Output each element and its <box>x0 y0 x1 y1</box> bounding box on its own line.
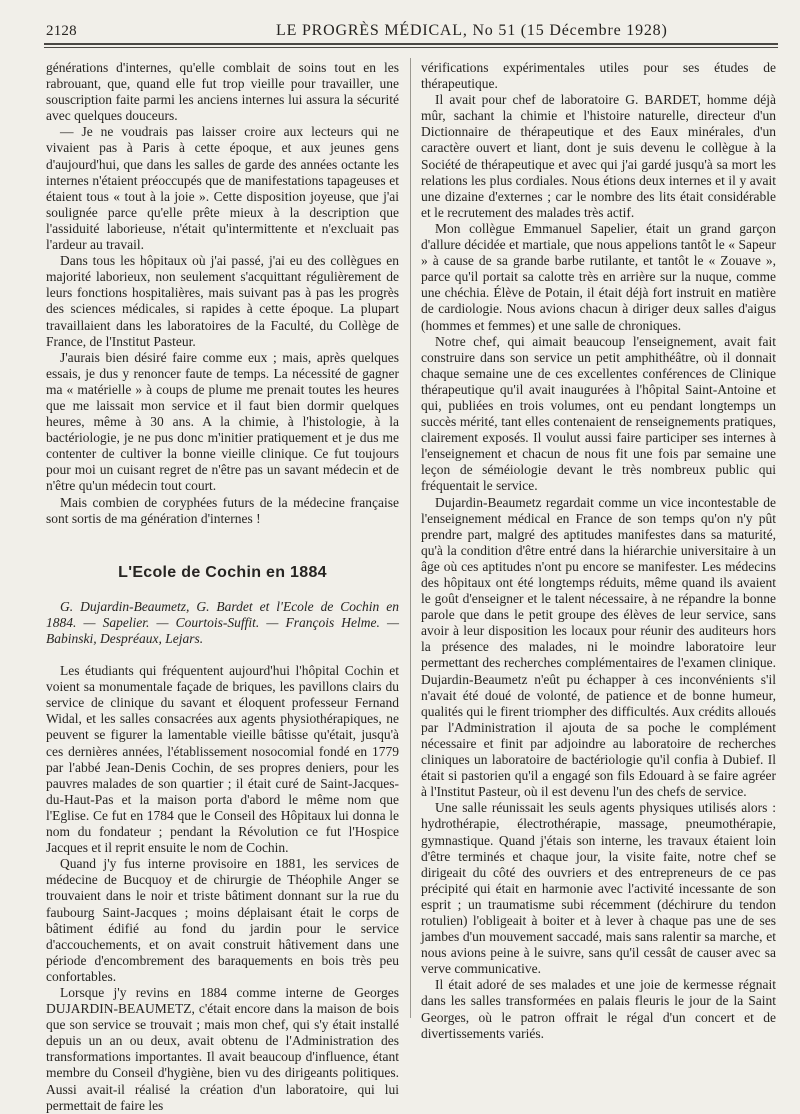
page-number: 2128 <box>46 23 77 39</box>
paragraph: Mon collègue Emmanuel Sapelier, était un grand garçon d'allure décidée et martiale, que nous appelions tantôt le « Sapeur » à cause de sa grande barbe rutilante, et tantôt le « Zouave », parce qu'il portait sa calotte très en arrière sur la nuque, comme une chéchia. Élève de Potain, il était déjà fort instruit en matière de cardiologie. Nous avions chacun à diriger deux salles d'aigus (hommes et femmes) et une salle de chroniques. <box>421 220 776 333</box>
paragraph: J'aurais bien désiré faire comme eux ; mais, après quelques essais, je dus y renoncer faute de temps. La nécessité de gagner ma « matérielle » à coups de plume me prenait toutes les heures que me laissait mon service et il faut bien dormir quelques heures, même à 30 ans. A la chimie, à l'histologie, à la bactériologie, je ne pus donc m'initier pratiquement et je dus me contenter de cultiver la bonne vieille clinique. Ce fut toujours pour moi un cuisant regret de n'être pas un savant médecin et de n'être qu'un médecin tout court. <box>46 349 399 494</box>
left-column <box>46 60 399 1114</box>
paragraph: — Je ne voudrais pas laisser croire aux lecteurs qui ne vivaient pas à Paris à cette époque, et aux jeunes gens d'aujourd'hui, que dans les salles de garde des années octante les internes n'étaient préoccupés que de manifestations tapageuses et étaient tous « tout à la joie ». Cette disposition joyeuse, que j'ai soulignée parce qu'elle prête mieux à la description que l'assiduité laborieuse, n'était qu'intermittente et n'excluait pas l'ardeur au travail. <box>46 124 399 253</box>
header-rule <box>44 43 778 48</box>
paragraph: Notre chef, qui aimait beaucoup l'enseignement, avait fait construire dans son service un petit amphithéâtre, où il donnait chaque semaine une de ces excellentes conférences de Clinique thérapeutique qu'il avait inaugurées à l'hôpital Saint-Antoine et qui, publiées en trois volumes, ont eu pendant longtemps un succès mérité, tant elles contenaient de renseignements pratiques, clairement exposés. Il voulut aussi faire participer ses internes à l'enseignement et chacun de nous fit une fois par semaine une leçon de séméiologie devant le très nombreux public qui fréquentait le service. <box>421 333 776 494</box>
paragraph: Les étudiants qui fréquentent aujourd'hui l'hôpital Cochin et voient sa monumentale façade de briques, les pavillons clairs du service de clinique du savant et éloquent professeur Fernand Widal, et les salles consacrées aux agents physiothérapiques, ne peuvent se figurer la lamentable vieille bâtisse qu'était, jusqu'à ces dernières années, l'établissement nosocomial fondé en 1779 par l'abbé Jean-Denis Cochin, de ses propres deniers, pour les pauvres malades de son quartier ; il était curé de Saint-Jacques-du-Haut-Pas et la maison porta d'abord le même nom que l'Eglise. Ce fut en 1784 que le Conseil des Hôpitaux lui donna le nom du fondateur ; pendant la Révolution ce fut l'Hospice Jacques et il reprit ensuite le nom de Cochin. <box>46 663 399 856</box>
paragraph: vérifications expérimentales utiles pour ses études de thérapeutique. <box>421 60 776 92</box>
section-title: L'Ecole de Cochin en 1884 <box>118 563 327 581</box>
paragraph: Une salle réunissait les seuls agents physiques utilisés alors : hydrothérapie, électrothérapie, massage, pneumothérapie, gymnastique. Quand j'étais son interne, les travaux étaient loin d'être terminés et chaque jour, la visite faite, notre chef se dirigeait du côté des ouvriers et des entrepreneurs de ce pas précipité qui était en harmonie avec l'activité incessante de son esprit ; un traumatisme subi récemment (déchirure du tendon rotulien) l'obligeait à boiter et à lever à chaque pas une de ses jambes d'un mouvement saccadé, mais sans ralentir sa marche, et nous avions peine à le suivre, sans qu'il cessât de causer avec sa verve communicative. <box>421 800 776 977</box>
paragraph: Dans tous les hôpitaux où j'ai passé, j'ai eu des collègues en majorité laborieux, non seulement s'acquittant régulièrement de leurs fonctions hospitalières, mais suivant pas à pas les progrès des sciences médicales, si rapides à cette époque. La plupart travaillaient dans les laboratoires de la Faculté, du Collège de France, de l'Institut Pasteur. <box>46 253 399 349</box>
section-summary: G. Dujardin-Beaumetz, G. Bardet et l'Ecole de Cochin en 1884. — Sapelier. — Courtois-Suffit. — François Helme. — Babinski, Despréaux, Lejars. <box>46 598 399 646</box>
paragraph: générations d'internes, qu'elle comblait de soins tout en les rabrouant, que, quand elle fut trop vieille pour travailler, une souscription faite parmi les anciens internes lui assura la sécurité avec quelques douceurs. <box>46 60 399 124</box>
journal-title: LE PROGRÈS MÉDICAL, No 51 (15 Décembre 1928) <box>276 22 668 39</box>
right-column <box>421 60 776 1042</box>
paragraph: Mais combien de coryphées futurs de la médecine française sont sortis de ma génération d'internes ! <box>46 494 399 526</box>
paragraph: Lorsque j'y revins en 1884 comme interne de Georges DUJARDIN-BEAUMETZ, c'était encore dans la maison de bois que son service se trouvait ; mais mon chef, qui s'y était installé depuis un an ou deux, avait obtenu de l'Administration des transformations importantes. Il avait beaucoup d'influence, étant membre du Conseil d'hygiène, bien vu des dirigeants politiques. Aussi avait-il réalisé la création d'un laboratoire, qui lui permettait de faire les <box>46 984 399 1113</box>
paragraph: Dujardin-Beaumetz regardait comme un vice incontestable de l'enseignement médical en France de son temps qu'on n'y pût prendre part, malgré des aptitudes manifestes dans sa maturité, qu'à la condition d'être entré dans la hiérarchie universitaire à un âge où ces aptitudes n'ont pu encore se manifester. Les médecins des hôpitaux ont été longtemps réduits, même quand ils avaient le goût d'enseigner et le talent nécessaire, à ne répandre la bonne parole que dans le petit groupe des élèves de leur service, sans avoir à leur disposition les locaux pour réunir des auditeurs hors la présence des malades, ni le moindre laboratoire leur permettant des recherches complémentaires de l'examen clinique. Dujardin-Beaumetz n'eût pu échapper à ces inconvénients s'il n'avait été doué de volonté, de patience et de bonne humeur, qualités qui le firent triompher des difficultés. Aux crédits alloués par l'Administration il ajouta de sa poche le complément nécessaire et finit par adjoindre au laboratoire de recherches cliniques un laboratoire de bactériologie qu'il confia à Dubief. Il était si pastorien qu'il a engagé son fils Edouard à se faire agréer à l'Institut Pasteur, où il est devenu l'un des chefs de service. <box>421 494 776 800</box>
paragraph: Il avait pour chef de laboratoire G. BARDET, homme déjà mûr, sachant la chimie et l'histoire naturelle, directeur d'un Dictionnaire de thérapeutique et des Eaux minérales, d'un caractère ouvert et liant, dont je suis devenu le collègue à la Société de thérapeutique et avec qui j'ai gardé jusqu'à sa mort les relations les plus cordiales. Nous étions deux internes et il y avait une dizaine d'externes ; car le nombre des lits était considérable et le recrutement des malades très actif. <box>421 92 776 220</box>
running-header <box>46 20 774 42</box>
column-divider <box>410 58 411 1018</box>
paragraph: Quand j'y fus interne provisoire en 1881, les services de médecine de Bucquoy et de chirurgie de Théophile Anger se trouvaient dans le noir et triste bâtiment donnant sur la rue du faubourg Saint-Jacques ; moins déplaisant était le corps de bâtiment édifié au fond du jardin pour le service d'accouchements, et on avait construit hâtivement dans une période d'encombrement des baraquements en bois très peu confortables. <box>46 856 399 984</box>
paragraph: Il était adoré de ses malades et une joie de kermesse régnait dans les salles transformées en palais fleuris le jour de la Saint Georges, où le patron offrait le régal d'un concert et de divertissements variés. <box>421 977 776 1041</box>
